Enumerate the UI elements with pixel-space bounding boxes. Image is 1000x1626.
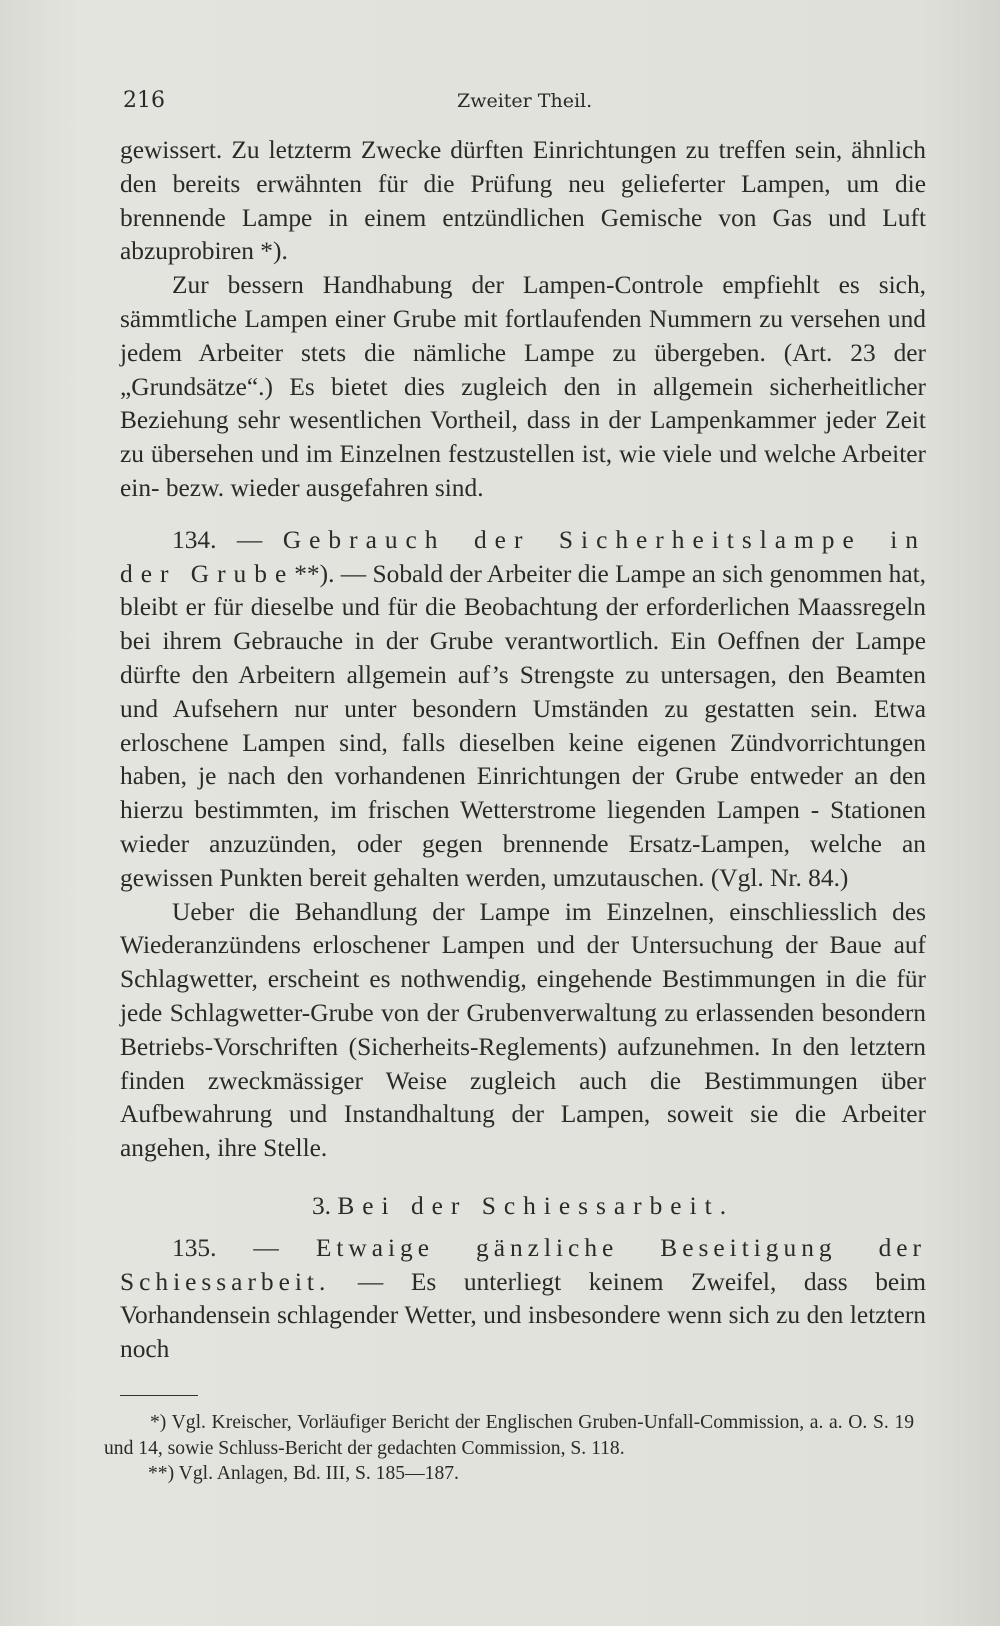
running-head: Zweiter Theil. <box>457 90 593 112</box>
footnotes <box>104 1410 914 1487</box>
paragraph-title-135: Etwaige gänzliche Beseitigung der Schiessarbeit. <box>120 1233 926 1296</box>
footnote-2-text: Vgl. Anlagen, Bd. III, S. 185—187. <box>178 1463 459 1484</box>
paragraph-lamp-handling: Ueber die Behandlung der Lampe im Einzelnen, einschliesslich des Wiederanzündens erloschener Lampen und der Untersuchung der Baue auf Schlagwetter, erscheint es nothwendig, eingehende Bestimmungen in die für jede Schlagwetter-Grube von der Grubenverwaltung zu erlassenden besondern Betriebs-Vorschriften (Sicherheits-Reglements) aufzunehmen. In den letztern finden zweckmässiger Weise zugleich auch die Bestimmungen über Aufbewahrung und Instandhaltung der Lampen, soweit sie die Arbeiter angehen, ihre Stelle. <box>120 897 926 1163</box>
page-number: 216 <box>123 88 165 113</box>
footnote-rule <box>120 1395 198 1396</box>
paragraph-number-134: 134. <box>172 525 217 554</box>
section-number: 3. <box>311 1191 331 1220</box>
paragraph-title-134: Gebrauch der Sicherheitslampe in der Grube <box>120 525 926 588</box>
paragraph-text-135: — Es unterliegt keinem Zweifel, dass beim Vorhandensein schlagender Wetter, und insbesondere wenn sich zu den letztern noch <box>120 1267 926 1364</box>
footnote-1-text: Vgl. Kreischer, Vorläufiger Bericht der Englischen Gruben-Unfall-Commission, a. a. O. S. 19 und 14, sowie Schluss-Bericht der gedachten Commission, S. 118. <box>104 1412 914 1459</box>
footnote-2 <box>104 1461 914 1487</box>
paragraph-135: 135. — Etwaige gänzliche Beseitigung der Schiessarbeit. — Es unterliegt keinem Zweifel, dass beim Vorhandensein schlagender Wetter, und insbesondere wenn sich zu den letztern noch <box>120 1233 926 1364</box>
footnote-ref-2: **). — <box>294 559 373 588</box>
section-title: Bei der Schiessarbeit. <box>337 1191 735 1220</box>
footnote-2-mark: **) <box>148 1463 175 1484</box>
footnote-1-mark: *) <box>150 1412 167 1433</box>
section-heading <box>120 1190 926 1224</box>
page-header <box>123 88 593 118</box>
paragraph-134: 134. — Gebrauch der Sicherheitslampe in der Grube**). — Sobald der Arbeiter die Lampe an sich genommen hat, bleibt er für dieselbe und für die Beobachtung der erforderlichen Maassregeln bei ihrem Gebrauche in der Grube verantwortlich. Ein Oeffnen der Lampe dürfte den Arbeitern allgemein auf’s Strengste zu untersagen, den Beamten und Aufsehern nur unter besondern Umständen zu gestatten sein. Etwa erloschene Lampen sind, falls dieselben keine eigenen Zündvorrichtungen haben, je nach den vorhandenen Einrichtungen der Grube entweder an den hierzu bestimmten, im frischen Wetterstrome liegenden Lampen - Stationen wieder anzuzünden, oder gegen brennende Ersatz-Lampen, welche an gewissen Punkten bereit gehalten werden, umzutauschen. (Vgl. Nr. 84.) <box>120 525 927 892</box>
paragraph-text-134: Sobald der Arbeiter die Lampe an sich genommen hat, bleibt er für dieselbe und für die Beobachtung der erforderlichen Maassregeln bei ihrem Gebrauche in der Grube verantwortlich. Ein Oeffnen der Lampe dürfte den Arbeitern allgemein auf’s Strengste zu untersagen, den Beamten und Aufsehern nur unter besondern Umständen zu gestatten sein. Etwa erloschene Lampen sind, falls dieselben keine eigenen Zündvorrichtungen haben, je nach den vorhandenen Einrichtungen der Grube entweder an den hierzu bestimmten, im frischen Wetterstrome liegenden Lampen - Stationen wieder anzuzünden, oder gegen brennende Ersatz-Lampen, welche an gewissen Punkten bereit gehalten werden, umzutauschen. (Vgl. Nr. 84.) <box>120 559 927 892</box>
paragraph-continuation: gewissert. Zu letzterm Zwecke dürften Einrichtungen zu treffen sein, ähnlich den bereits erwähnten für die Prüfung neu gelieferter Lampen, um die brennende Lampe in einem entzündlichen Gemische von Gas und Luft abzuprobiren *). <box>120 136 926 266</box>
body-text <box>120 134 926 1367</box>
paragraph-lamp-control: Zur bessern Handhabung der Lampen-Controle empfiehlt es sich, sämmtliche Lampen einer Grube mit fortlaufenden Nummern zu versehen und jedem Arbeiter stets die nämliche Lampe zu übergeben. (Art. 23 der „Grundsätze“.) Es bietet dies zugleich den in allgemein sicherheitlicher Beziehung sehr wesentlichen Vortheil, dass in der Lampenkammer jeder Zeit zu übersehen und im Einzelnen festzustellen ist, wie viele und welche Arbeiter ein- bezw. wieder ausgefahren sind. <box>120 271 926 502</box>
footnote-1 <box>104 1410 914 1461</box>
paragraph-number-135: 135. <box>172 1233 217 1262</box>
